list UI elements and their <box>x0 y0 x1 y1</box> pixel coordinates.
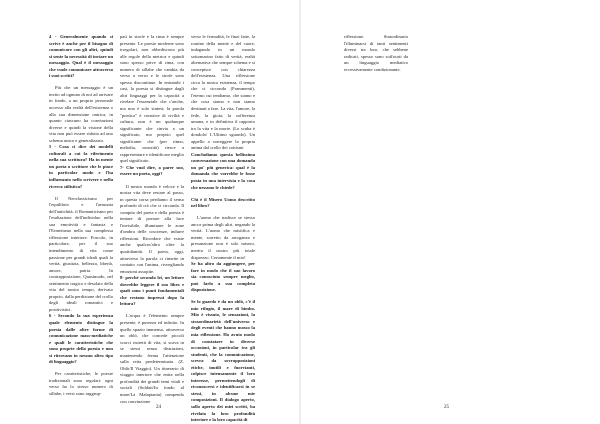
interview-question: Concludiamo questa bellissima conversazione con una domanda un po' più generica: qual è la domanda che vorrebbe le fosse posta in una intervista e la cosa che nessuno le chiede? <box>191 151 255 190</box>
page-number: 24 <box>156 405 161 410</box>
answer-paragraph: Il Neoclassicismo per l'equilibrio e l'armonia dell'antichità, il Romanticismo per l'esaltazione dell'individuo nella sua emotività e fantasia e l'Ermetismo nella sua complessa riflessione interiore. Foscolo, in particolare, per il suo intendimento di vita come passione per grandi ideali quali la verità, giustizia, bellezza, libertà, amore, patria. In contrapposizione, Quasimodo, nel sentimento tragico e desolato della vita del nostro tempo, derivato proprio, dalla perdizione del crollo degli ideali romantici e positivistici. <box>49 195 113 312</box>
answer-paragraph: verso le fermalità, le finzi fatte, la routine della mente e del cuore, indagando in un mondo sottomarino fatto di verità, realtà alternativa che sempre schema e si concepisce con chiarezza dell'esistenza. Una riflessione circa la nostra esistenza, il tempo che ci circonda (Frammenti), l'eterno cui tendiamo, che siamo e che cosa siamo e non siamo destinati a fare. La vita, l'amore, la fede, la gioia, la sofferenza umana, e in definitiva il rapporto tra la vita e la morte. (Lo scuba è dondolo/ L'Ultimo sguardo). Un appello a sorreggere la propria anima dal crollo dei cottismi <box>191 34 255 151</box>
interview-question: 8- perché secondo lei, un lettore dovrebbe leggere il suo libro e quali sono i punti fondamentali che restano impressi dopo la lettura? <box>120 275 184 307</box>
interview-question: Se ha altro da aggiungere, per fare in modo che il suo lavoro sia conosciuto sempre meglio, può farlo a sua completa disposizione. <box>191 261 255 293</box>
interview-question: 4 - Generalmente quando si scrive è anche per il bisogno di comunicare con gli altri, quindi si sente la necessità di inviare un messaggio. Qual è il messaggio che vuole comunicare attraverso i suoi scritti? <box>49 34 113 79</box>
right-column-1 <box>344 34 408 402</box>
right-page <box>300 0 600 424</box>
answer-paragraph: riflessione. Straordinario l'illuminarsi di tanti sentimenti diversi tra loro, che sebbene radicati, spesso sono soffocati da un linguaggio mediatico eccessivamente condizionante. <box>344 34 408 72</box>
answer-paragraph: Più che un messaggio è un invito ad ognuno di noi ad arrivare in fondo, a un proprio personale accesso alla realtà dell'esistenza o alla sua dimensione onirica, in quanto ciascuno ha convinzioni diverse e quindi la visione della vita non può essere ridotta ad uno schema unico e generalizzato. <box>49 85 113 143</box>
answer-paragraph: L'uomo che tradisce se stesso ancor prima degli altri, negando la verità. L'uomo che mistifica e mente, sorretto da arroganza e presunzione non è solo misero, merita il nostro più totale disprezzo. Certamente il mio! <box>191 215 255 260</box>
right-column-2 <box>415 34 479 402</box>
answer-paragraph: pati in strofe e la rima è sempre presente. Le poesie moderne sono irregolari, non obbediscono più alle regole della metrica e quindi sono spesso prive di rima, con numero di sillabe che cambia da verso a verso e le strofe sono spesso discontinue. In entrambi i casi, la poesia si distingue dagli altri linguaggi per la capacità a rivelare l'essenziale che c'anche, ma non è solo sintesi; la parola "poetica" è creatrice di civiltà e cultura, non è un qualunque significante che rinvia a un significato, ma proprio quel significante che (per ritmo, melodia, sonorità) riesce a rappresentare e identificare meglio quel significato. <box>120 34 184 164</box>
interview-question: Chi è il Misero Uomo descritto nel libro? <box>191 196 255 209</box>
left-column-1 <box>49 34 113 402</box>
interview-question: 7- Che vuol dire, a parer suo, essere un poeta, oggi? <box>120 164 184 177</box>
answer-paragraph: Per caratteristiche, le poesie tradizionali sono regolari: ogni verso ha lo stesso numero di sillabe, i versi sono raggrup- <box>49 371 113 396</box>
interview-question: Se lo guardo è da un oblò, c'è il mio rifugio, il mare di bimbo. Mio è vissuto, le sensazioni, la straordinarietà dell'universo e degli eventi che hanno mosso la mia riflessione. Ho avuto modo di constatare in diverse occasioni, in particolar tra gli studenti, che la comunicazione, scevra da sovrapposizioni etiche, inutili e fuorvianti, colpisce intensamente il loro interesse, permettendogli di riconoscersi e identificarsi in se stessi, in alcune mie composizioni. Il dialogo aperto, sollo aperto dei miei scritti, ha rivelato la loro profondità interiore e la loro capacità di <box>191 299 255 423</box>
answer-paragraph: Il nostro mondo è veloce e la nostra vita deve restare al passo, in questa corsa perdiamo il senso profondo di ciò che ci circonda. Il compito del poeta e della poesia è tentare di portare alla luce l'invisibile, illuminare le zone d'ombra delle coscienze, indurre riflessioni. Ricordare che esiste anche qualcos'altro oltre la quotidianità. Il poeta, oggi, attraverso la parola ci rimette in contatto con l'anima, risvegliando emozioni assopite. <box>120 183 184 274</box>
interview-question: 6 - Secondo la sua esperienza quale elemento distingue la poesia dalle altre forme di comunicazione mass-mediatiche e quali le caratteristiche che sono proprie della poesia e non si ritrovano in nessun altro tipo di linguaggio? <box>49 313 113 365</box>
interview-question: 5 - Cosa ci dice dei modelli culturali a cui fa riferimento nella sua scrittura? Ha in mente un poeta o scrittore che le piace in particolar modo e l'ha influenzato nello scrivere e nella ricerca stilistica? <box>49 144 113 189</box>
answer-paragraph: L'acqua è l'elemento sempre presente, è purezza ed infinito. In quello spazio immenso, attraverso un oblò, che concede piccoli scorci ristretti di vita, si scava in se stessi senza distrazioni, mantenendo ferma l'attenzione sulla retta predeterminata. (Z. Oblò/Il Viaggio). Un itinerario di viaggio interiore che entra nella profondità dei grandi temi vitali e sociali (Soldati/In fondo al mare/La Malapianta) rompendo con convinzione <box>120 313 184 404</box>
left-column-3 <box>191 34 255 423</box>
page-number: 25 <box>444 405 449 410</box>
left-column-2 <box>120 34 184 402</box>
right-column-3 <box>486 34 550 402</box>
